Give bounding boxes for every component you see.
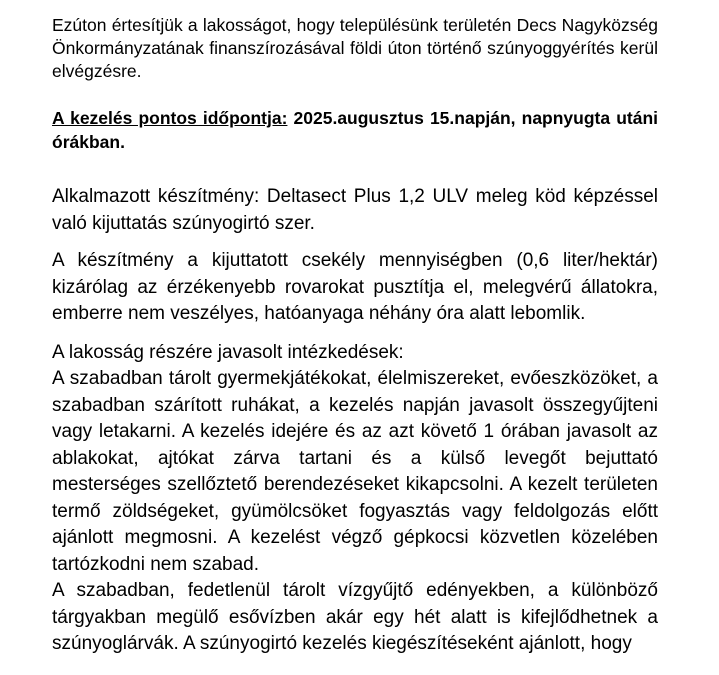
measures-heading: A lakosság részére javasolt intézkedések: (52, 341, 404, 363)
schedule-paragraph (52, 106, 658, 154)
schedule-label: A kezelés pontos időpontja: (52, 108, 288, 128)
measures-paragraph-2: A szabadban, fedetlenül tárolt vízgyűjtő edényekben, a különböző tárgyakban megülő esővízben akár egy hét alatt is kifejlődhetnek a szúnyoglárvák. A szúnyogirtó kezelés kiegészítéseként ajánlott, hogy (52, 580, 658, 654)
product-paragraph: Alkalmazott készítmény: Deltasect Plus 1,2 ULV meleg köd képzéssel való kijuttatás szúnyogirtó szer. (52, 186, 658, 234)
measures-paragraph-1: A szabadban tárolt gyermekjátékokat, élelmiszereket, evőeszközöket, a szabadban szárított ruhákat, a kezelés napján javasolt összegyűjteni vagy letakarni. A kezelés idejére és az azt követő 1 órában javasolt az ablakokat, ajtókat zárva tartani és a külső levegőt bejuttató mesterséges szellőztető berendezéseket kikapcsolni. A kezelt területen termő zöldségeket, gyümölcsöket fogyasztás vagy feldolgozás előtt ajánlott megmosni. A kezelést végző gépkocsi közvetlen közelében tartózkodni nem szabad. (52, 368, 658, 575)
dosage-paragraph: A készítmény a kijuttatott csekély mennyiségben (0,6 liter/hektár) kizárólag az érzékenyebb rovarokat pusztítja el, melegvérű állatokra, emberre nem veszélyes, hatóanyaga néhány óra alatt lebomlik. (52, 250, 658, 324)
intro-paragraph: Ezúton értesítjük a lakosságot, hogy településünk területén Decs Nagyközség Önkormányzatának finanszírozásával földi úton történő szúnyoggyérítés kerül elvégzésre. (52, 15, 658, 81)
measures-section (52, 340, 658, 658)
notice-document (52, 14, 658, 658)
schedule-text: 2025.augusztus 15.napján, napnyugta utáni órákban. (52, 108, 659, 152)
